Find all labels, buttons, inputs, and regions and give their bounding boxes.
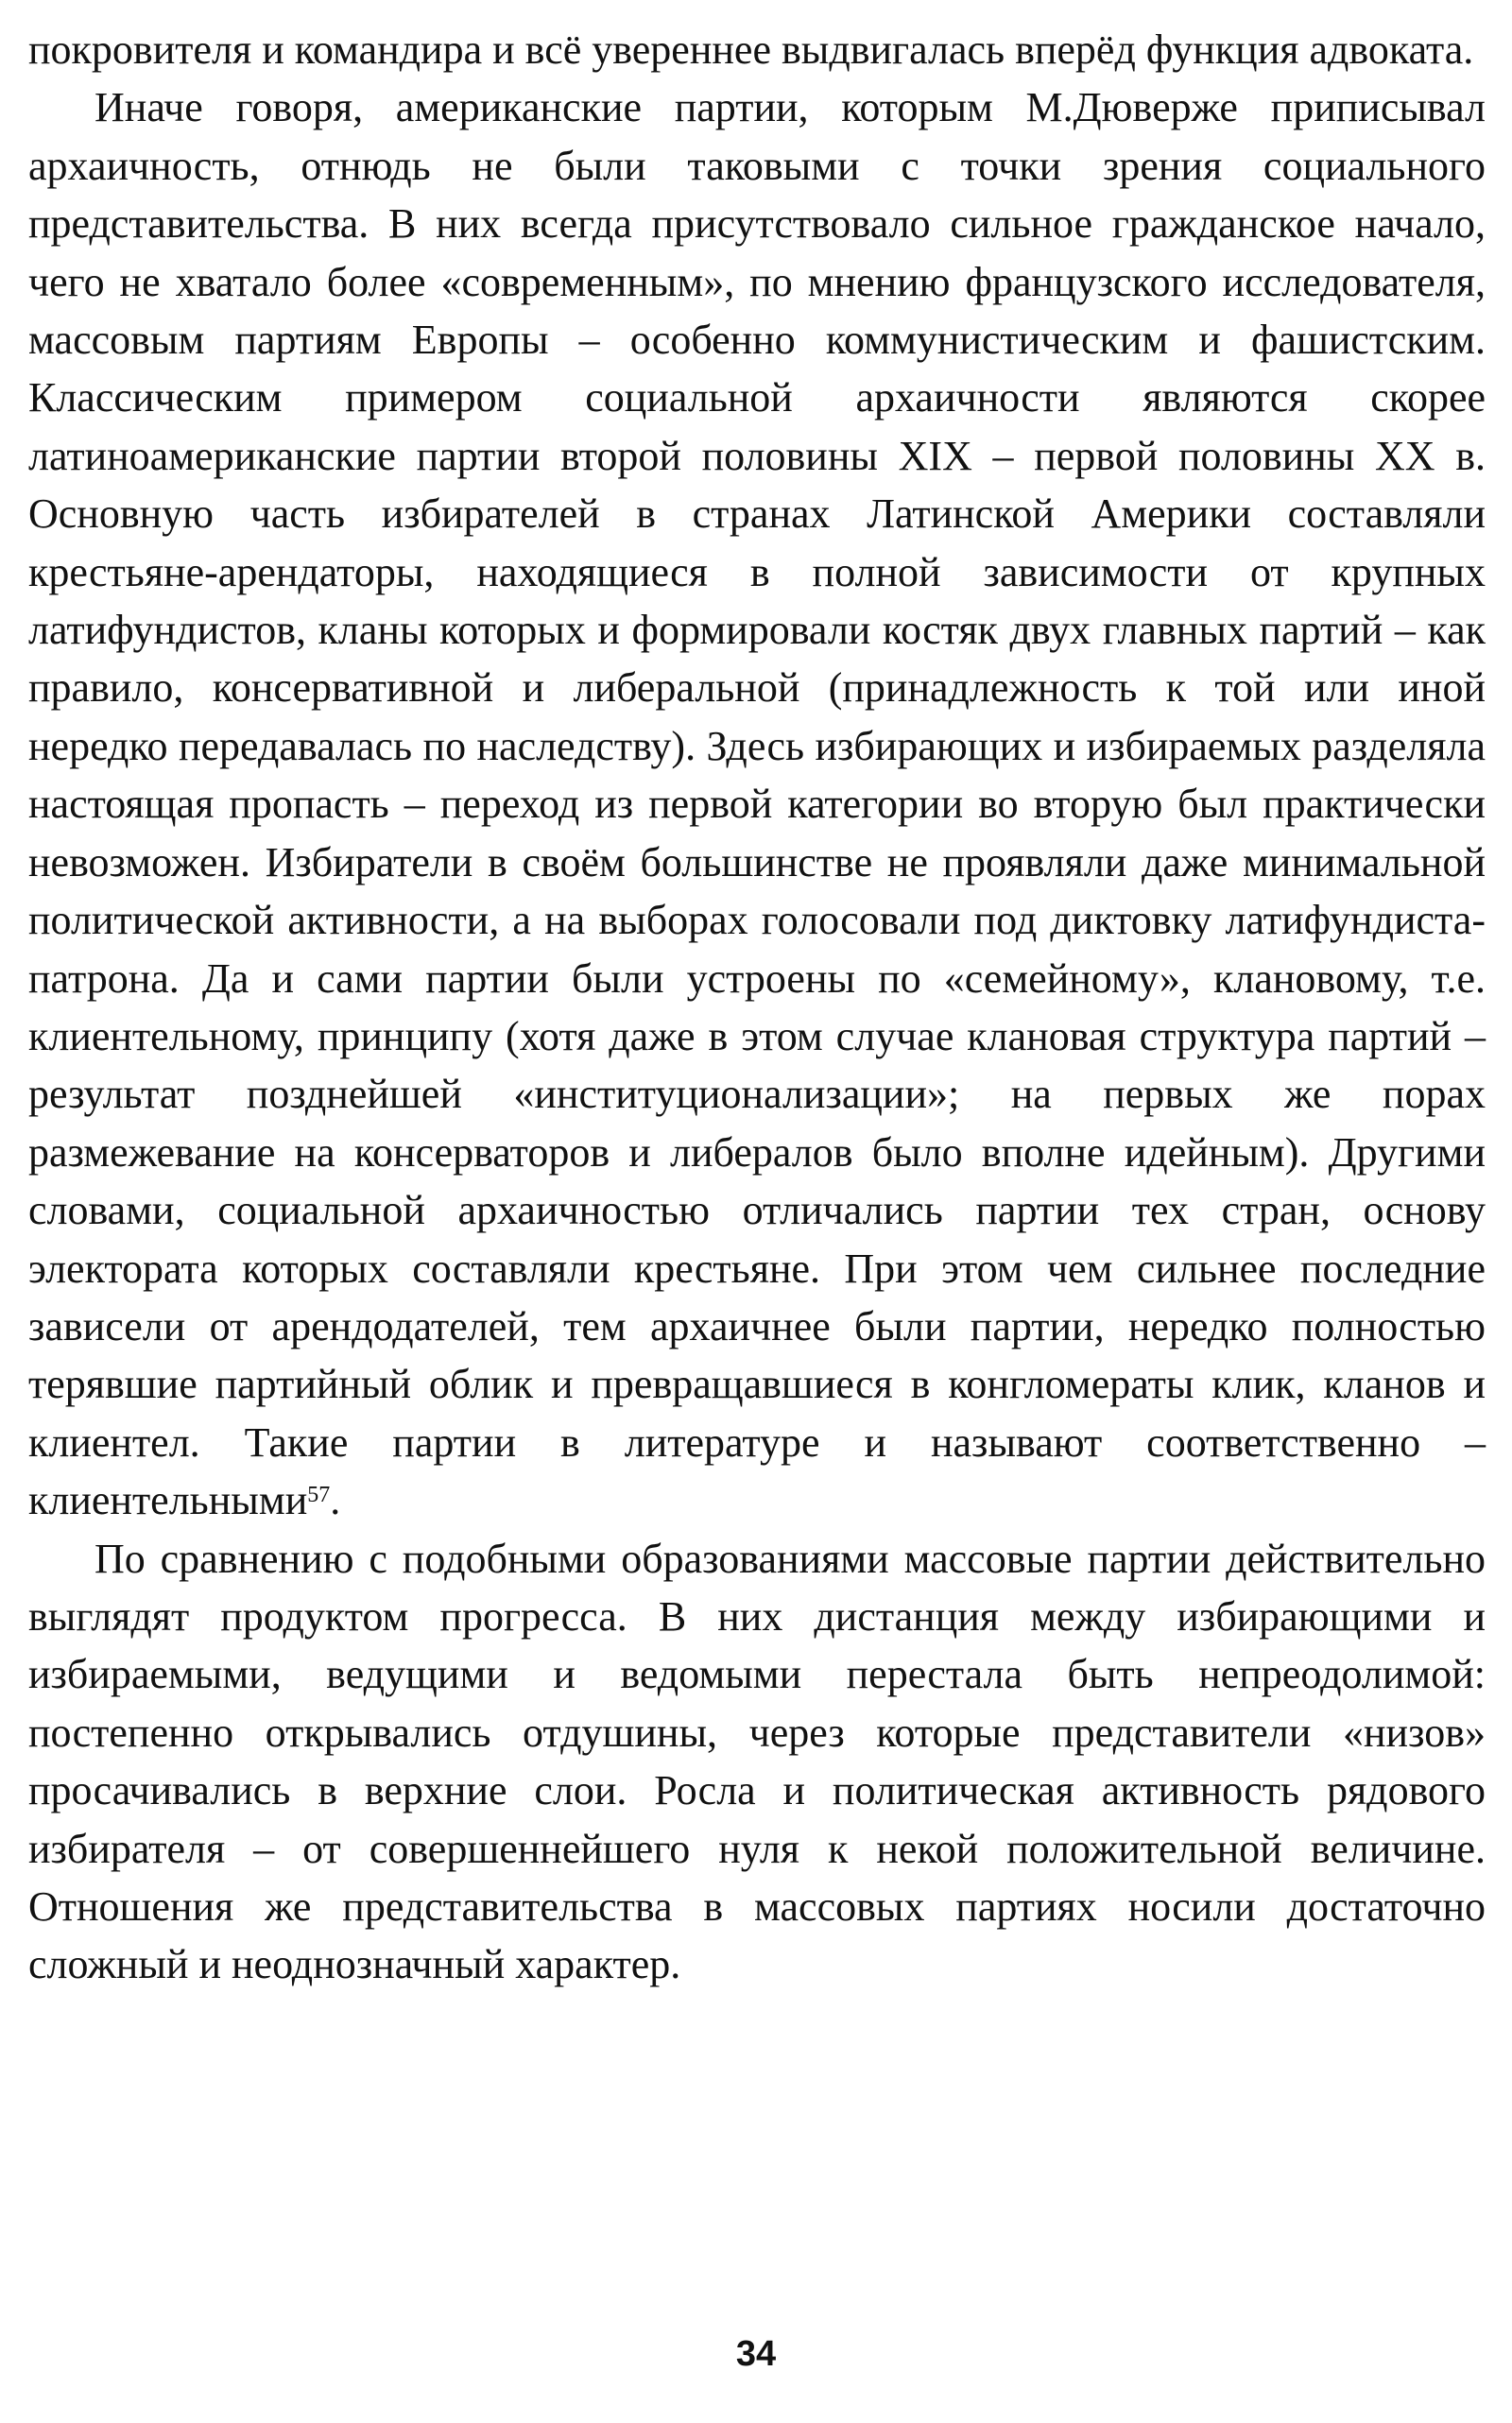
page-number: 34 [735,2334,777,2374]
paragraph-continuation: покровителя и командира и всё увереннее выдвигалась вперёд функция адвоката. [28,26,1474,73]
paragraph-mass-parties: По сравнению с подобными образованиями массовые партии действительно выглядят продуктом прогресса. В них дистанция между избирающими и избираемыми, ведущими и ведомыми перестала быть непреодолимой: постепенно открывались отдушины, через которые представители «низов» просачивались в верхние слои. Росла и политическая активность рядового избирателя – от совершеннейшего нуля к некой положительной величине. Отношения же представительства в массовых партиях носили достаточно сложный и неоднозначный характер. [28,1535,1486,1988]
paragraph-text: Иначе говоря, американские партии, которым М.Дюверже приписывал архаичность, отнюдь не были таковыми с точки зрения социального представительства. В них всегда присутствовало сильное гражданское начало, чего не хватало более «современным», по мнению французского исследователя, массовым партиям Европы – особенно коммунистическим и фашистским. Классическим примером социальной архаичности являются скорее латиноамериканские партии второй половины XIX – первой половины XX в. Основную часть избирателей в странах Латинской Америки составляли крестьяне-арендаторы, находящиеся в полной зависимости от крупных латифундистов, кланы которых и формировали костяк двух главных партий – как правило, консервативной и либеральной (принадлежность к той или иной нередко передавалась по наследству). Здесь избирающих и избираемых разделяла настоящая пропасть – переход из первой категории во вторую был практически невозможен. Избиратели в своём большинстве не проявляли даже минимальной политической активности, а на выборах голосовали под диктовку латифундиста-патрона. Да и сами партии были устроены по «семейному», клановому, т.е. клиентельному, принципу (хотя даже в этом случае клановая структура партий – результат позднейшей «институционализации»; на первых же порах размежевание на консерваторов и либералов было вполне идейным). Другими словами, социальной архаичностью отличались партии тех стран, основу электората которых составляли крестьяне. При этом чем сильнее последние зависели от арендодателей, тем архаичнее были партии, нередко полностью терявшие партийный облик и превращавшиеся в конгломераты клик, кланов и клиентел. Такие партии в литературе и называют соответственно – клиентельными [28,84,1486,1524]
footnote-reference: 57 [307,1482,331,1507]
paragraph-end-punctuation: . [330,1477,341,1524]
body-text [28,21,1486,1994]
paragraph-american-parties [28,78,1486,1529]
